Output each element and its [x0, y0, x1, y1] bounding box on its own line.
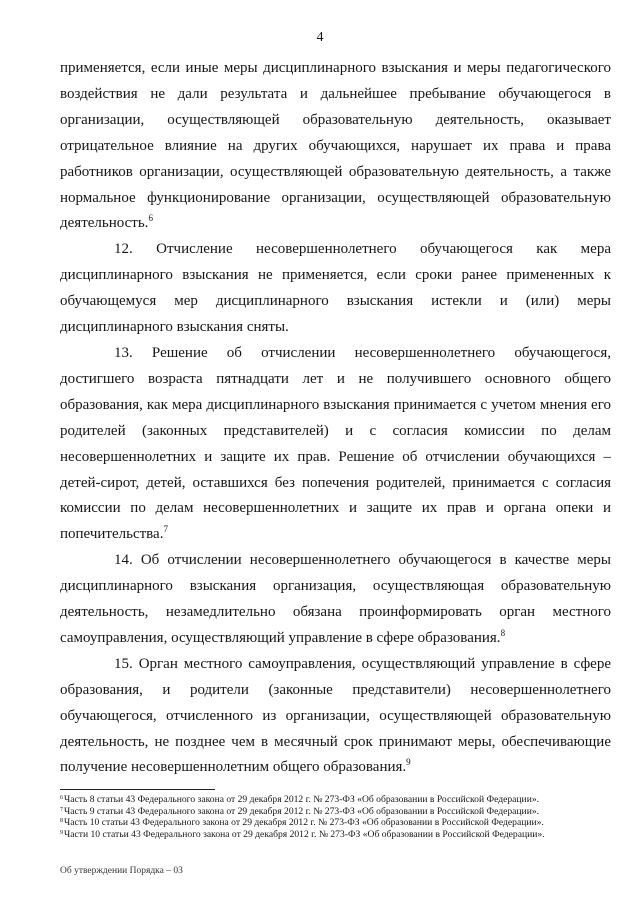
footnote-text: Часть 8 статьи 43 Федерального закона от 29 декабря 2012 г. № 273-ФЗ «Об образовании в Российской Федерации». [64, 794, 540, 805]
footnote-text: Части 10 статьи 43 Федерального закона от 29 декабря 2012 г. № 273-ФЗ «Об образовании в Российской Федерации». [64, 829, 545, 841]
paragraph-text: 15. Орган местного самоуправления, осуществляющий управление в сфере образования, и родители (законные представители) несовершеннолетнего обучающегося, отчисленного из организации, осуществляющей образовательную деятельность, не позднее чем в месячный срок принимают меры, обеспечивающие получение несовершеннолетним общего образования. [60, 655, 611, 776]
paragraph-14 [60, 548, 611, 652]
footnote-8 [60, 817, 620, 829]
footnote-mark: 6 [60, 795, 63, 801]
footnote-ref: 6 [148, 213, 153, 224]
paragraph-text: 13. Решение об отчислении несовершеннолетнего обучающегося, достигшего возраста пятнадцати лет и не получившего основного общего образования, как мера дисциплинарного взыскания принимается с учетом мнения его родителей (законных представителей) и с согласия комиссии по делам несовершеннолетних и защите их прав. Решение об отчислении обучающихся – детей-сирот, детей, оставшихся без попечения родителей, принимается с согласия комиссии по делам несовершеннолетних и защите их прав и органа опеки и попечительства. [60, 344, 611, 543]
paragraph-13 [60, 341, 611, 548]
footnote-ref: 8 [500, 627, 506, 638]
page-number: 4 [316, 30, 324, 45]
footnote-text: Часть 10 статьи 43 Федерального закона от 29 декабря 2012 г. № 273-ФЗ «Об образовании в Российской Федерации». [64, 817, 544, 829]
footnote-mark: 8 [60, 818, 63, 825]
paragraph-12 [60, 237, 611, 341]
paragraph-continuation [60, 56, 611, 237]
footnote-ref: 9 [406, 757, 411, 768]
footnote-text: Часть 9 статьи 43 Федерального закона от 29 декабря 2012 г. № 273-ФЗ «Об образовании в Российской Федерации». [64, 805, 540, 817]
footnote-ref: 7 [163, 524, 168, 535]
footnote-divider [60, 789, 215, 790]
footnote-9 [60, 829, 620, 841]
paragraph-text: 14. Об отчислении несовершеннолетнего обучающегося в качестве меры дисциплинарного взыскания организация, осуществляющая образовательную деятельность, незамедлительно обязана проинформировать орган местного самоуправления, осуществляющий управление в сфере образования. [60, 552, 611, 646]
footnote-mark: 7 [60, 806, 63, 813]
footnote-mark: 9 [60, 830, 63, 837]
document-footer: Об утверждении Порядка – 03 [60, 866, 183, 876]
footnote-6 [60, 794, 620, 806]
footnote-7 [60, 806, 620, 818]
paragraph-text: 12. Отчисление несовершеннолетнего обучающегося как мера дисциплинарного взыскания не применяется, если сроки ранее примененных к обучающемуся мер дисциплинарного взыскания истекли и (или) меры дисциплинарного взыскания сняты. [60, 241, 611, 336]
paragraph-15 [60, 652, 611, 782]
body-text [60, 56, 611, 781]
paragraph-text: применяется, если иные меры дисциплинарного взыскания и меры педагогического воздействия не дали результата и дальнейшее пребывание обучающегося в организации, осуществляющей образовательную деятельность, оказывает отрицательное влияние на других обучающихся, нарушает их права и права работников организации, осуществляющей образовательную деятельность, а также нормальное функционирование организации, осуществляющей образовательную деятельность. [60, 60, 611, 232]
footnotes [60, 794, 620, 841]
